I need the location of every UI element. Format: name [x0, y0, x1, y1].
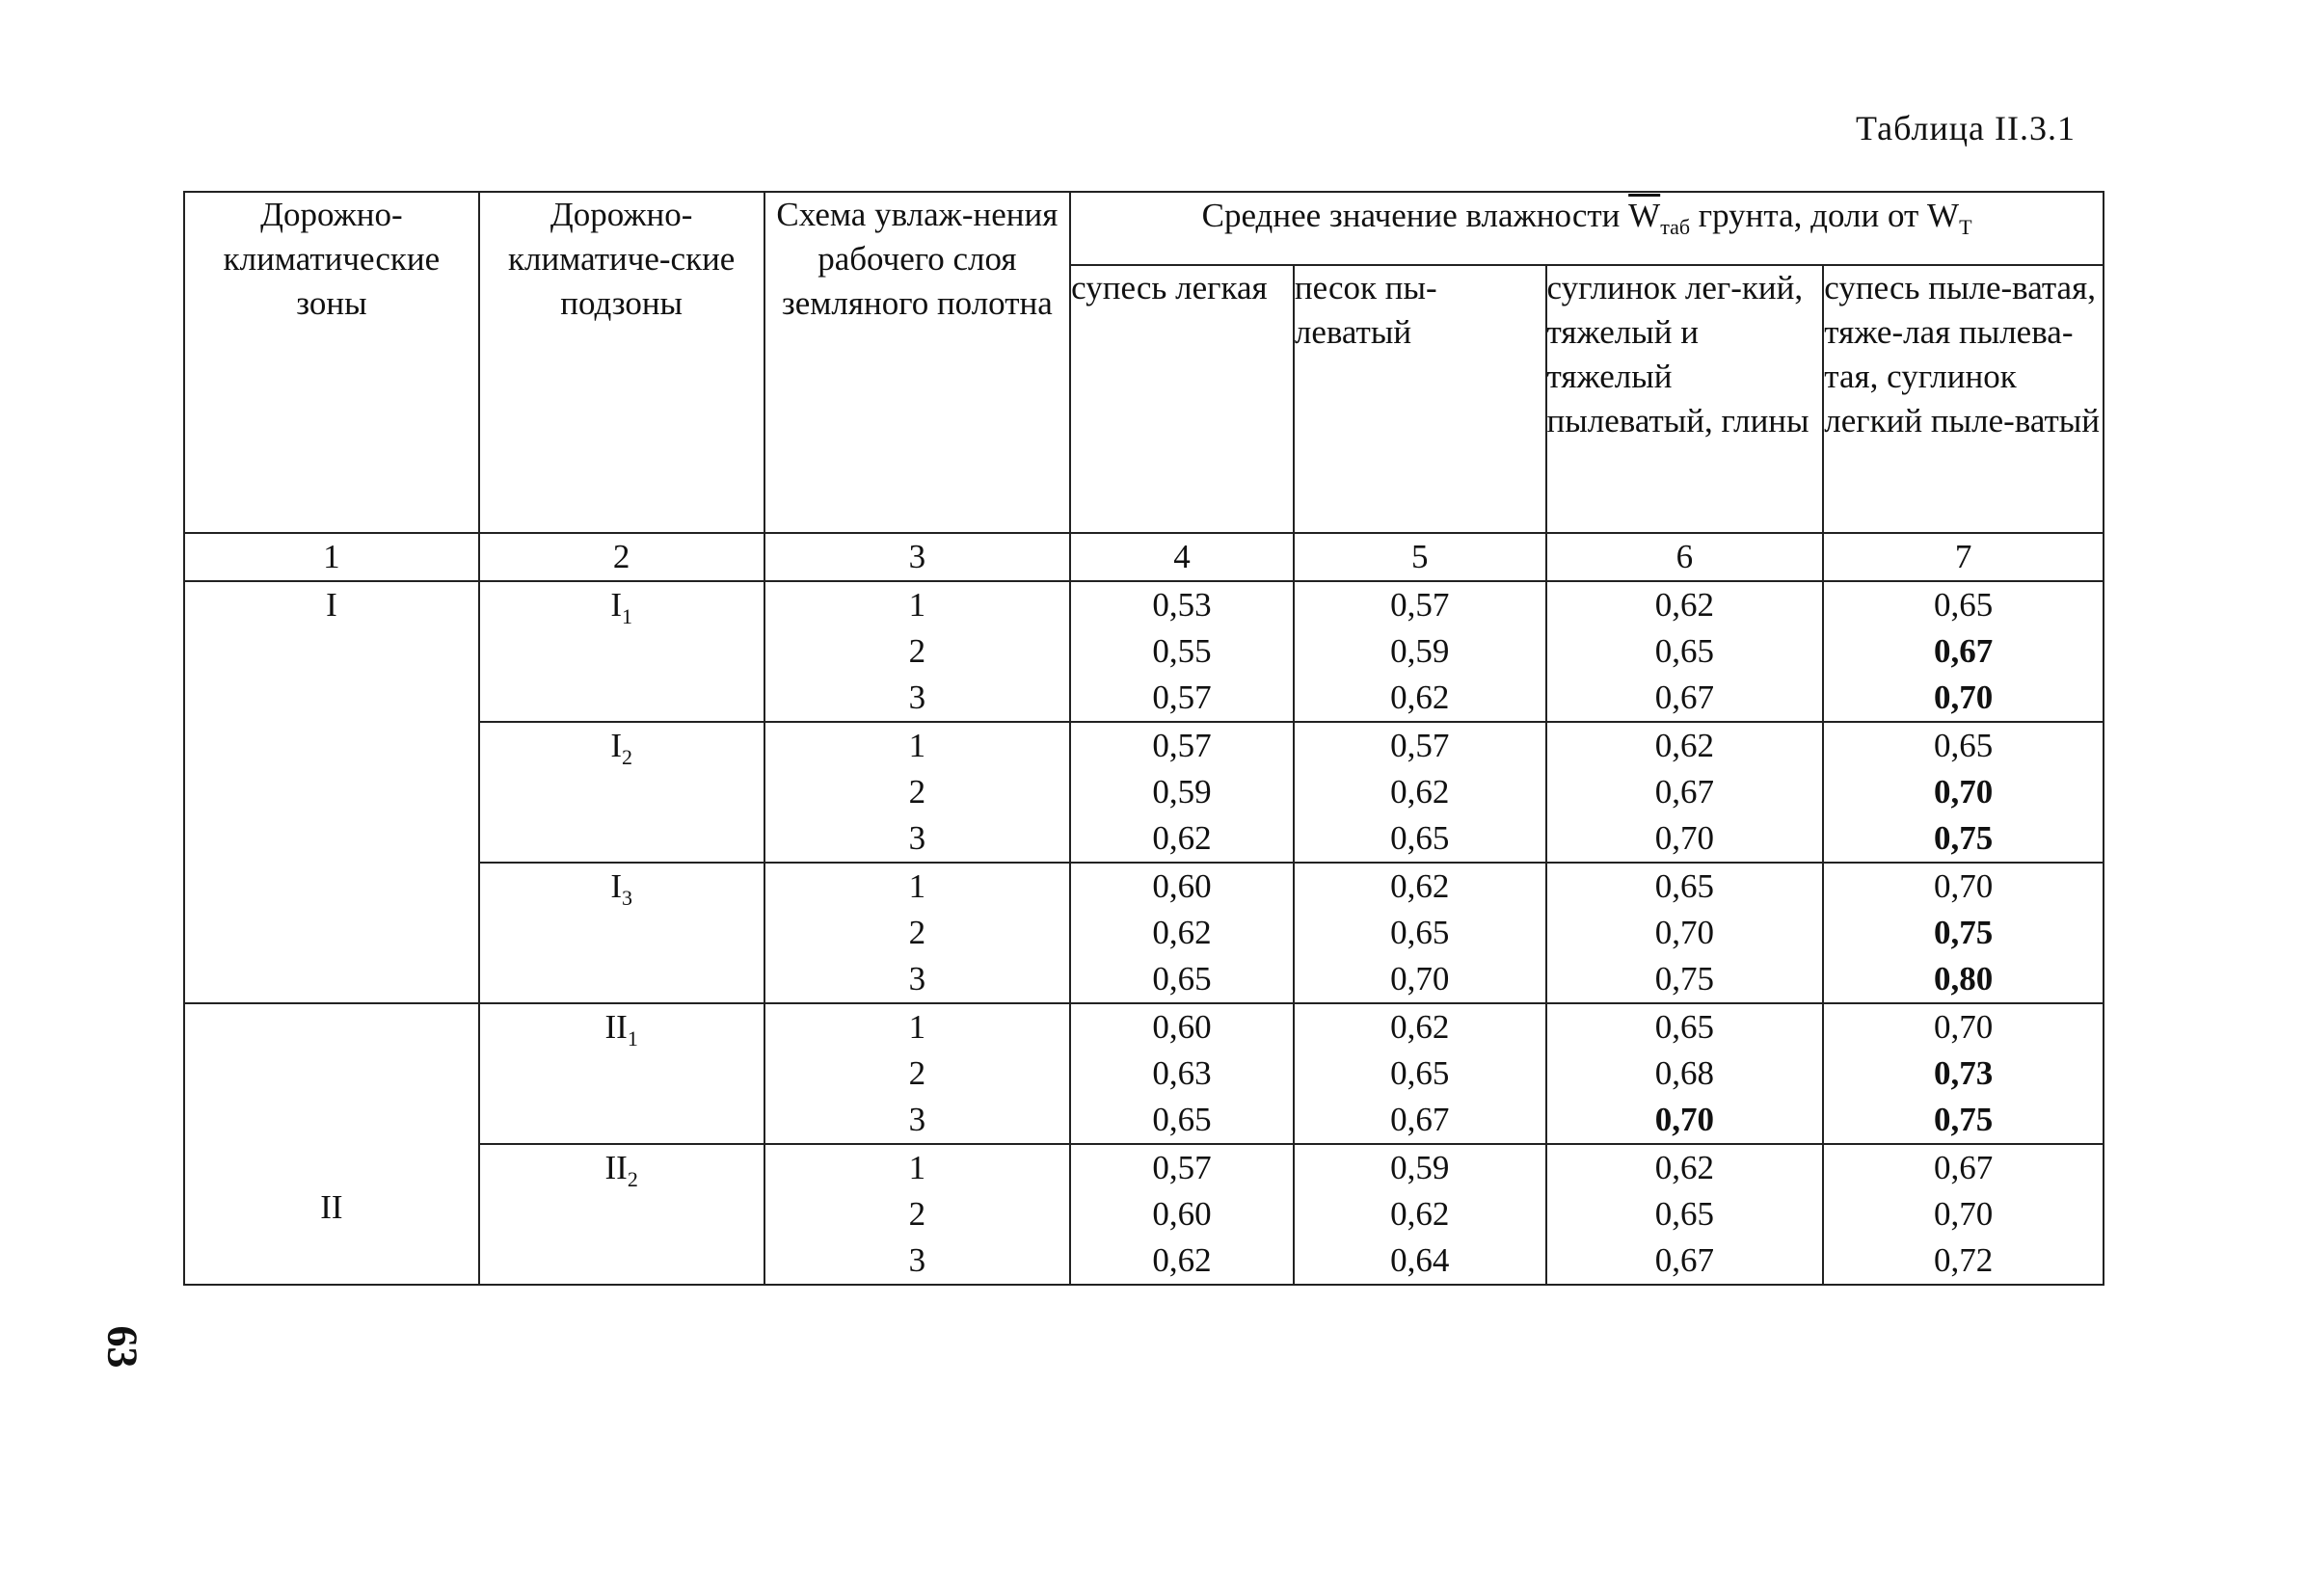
- column-number: 7: [1823, 533, 2104, 581]
- header-average-moisture-middle: грунта, доли от W: [1698, 197, 1960, 234]
- header-w-symbol: $\overline{W}$: [1628, 197, 1661, 234]
- value-cell-col4: 0,57 0,60 0,62: [1070, 1144, 1294, 1285]
- value-cell-col7: 0,65 0,67 0,70: [1823, 581, 2104, 722]
- scheme-cell: 1 2 3: [764, 581, 1071, 722]
- value-cell-col7: 0,67 0,70 0,72: [1823, 1144, 2104, 1285]
- column-number: 3: [764, 533, 1071, 581]
- zone-cell: II: [184, 1003, 479, 1285]
- subzone-cell: $II_1$: [479, 1003, 764, 1144]
- value-cell-col5: 0,59 0,62 0,64: [1294, 1144, 1546, 1285]
- scheme-cell: 1 2 3: [764, 1144, 1071, 1285]
- value-cell-col5: 0,57 0,59 0,62: [1294, 581, 1546, 722]
- header-soil-loam-clay: суглинок лег-кий, тяжелый и тяжелый пылеватый, глины: [1546, 265, 1824, 533]
- subzone-cell: $I_2$: [479, 722, 764, 863]
- header-subzones: Дорожно-климатиче-ские подзоны: [479, 192, 764, 533]
- scheme-cell: 1 2 3: [764, 863, 1071, 1003]
- column-number: 4: [1070, 533, 1294, 581]
- table-row-zone-II-subzone-1: [184, 1003, 2104, 1144]
- column-number: 5: [1294, 533, 1546, 581]
- header-soil-silty-sandy-loam: супесь пыле-ватая, тяже-лая пылева-тая, суглинок легкий пыле-ватый: [1823, 265, 2104, 533]
- value-cell-col5: 0,57 0,62 0,65: [1294, 722, 1546, 863]
- value-cell-col7: 0,70 0,73 0,75: [1823, 1003, 2104, 1144]
- subzone-cell: $I_3$: [479, 863, 764, 1003]
- value-cell-col4: 0,53 0,55 0,57: [1070, 581, 1294, 722]
- header-soil-silty-sand: песок пы-леватый: [1294, 265, 1546, 533]
- scheme-cell: 1 2 3: [764, 722, 1071, 863]
- column-number: 6: [1546, 533, 1824, 581]
- value-cell-col6: 0,65 0,70 0,75: [1546, 863, 1824, 1003]
- scheme-cell: 1 2 3: [764, 1003, 1071, 1144]
- value-cell-col7: 0,65 0,70 0,75: [1823, 722, 2104, 863]
- table-body: [184, 581, 2104, 1285]
- header-wt-sub: T: [1959, 215, 1972, 239]
- value-cell-col4: 0,57 0,59 0,62: [1070, 722, 1294, 863]
- column-number-row: [184, 533, 2104, 581]
- header-zones: Дорожно-климатические зоны: [184, 192, 479, 533]
- header-average-moisture-prefix: Среднее значение влажности: [1201, 197, 1621, 234]
- moisture-table: [183, 191, 2104, 1286]
- header-average-moisture: [1070, 192, 2104, 265]
- value-cell-col5: 0,62 0,65 0,70: [1294, 863, 1546, 1003]
- value-cell-col6: 0,62 0,65 0,67: [1546, 581, 1824, 722]
- table-header: [184, 192, 2104, 581]
- value-cell-col4: 0,60 0,62 0,65: [1070, 863, 1294, 1003]
- value-cell-col6: 0,65 0,68 0,70: [1546, 1003, 1824, 1144]
- value-cell-col4: 0,60 0,63 0,65: [1070, 1003, 1294, 1144]
- value-cell-col7: 0,70 0,75 0,80: [1823, 863, 2104, 1003]
- header-w-symbol-sub: таб: [1660, 215, 1691, 239]
- value-cell-col5: 0,62 0,65 0,67: [1294, 1003, 1546, 1144]
- subzone-cell: $II_2$: [479, 1144, 764, 1285]
- value-cell-col6: 0,62 0,67 0,70: [1546, 722, 1824, 863]
- table-row-zone-I-subzone-1: [184, 581, 2104, 722]
- column-number: 1: [184, 533, 479, 581]
- zone-cell: I: [184, 581, 479, 1003]
- column-number: 2: [479, 533, 764, 581]
- header-moisture-scheme: Схема увлаж-нения рабочего слоя земляного полотна: [764, 192, 1071, 533]
- page-number: 63: [98, 1325, 147, 1369]
- table-caption: Таблица II.3.1: [1856, 109, 2076, 147]
- subzone-cell: $I_1$: [479, 581, 764, 722]
- value-cell-col6: 0,62 0,65 0,67: [1546, 1144, 1824, 1285]
- header-soil-light-sandy-loam: супесь легкая: [1070, 265, 1294, 533]
